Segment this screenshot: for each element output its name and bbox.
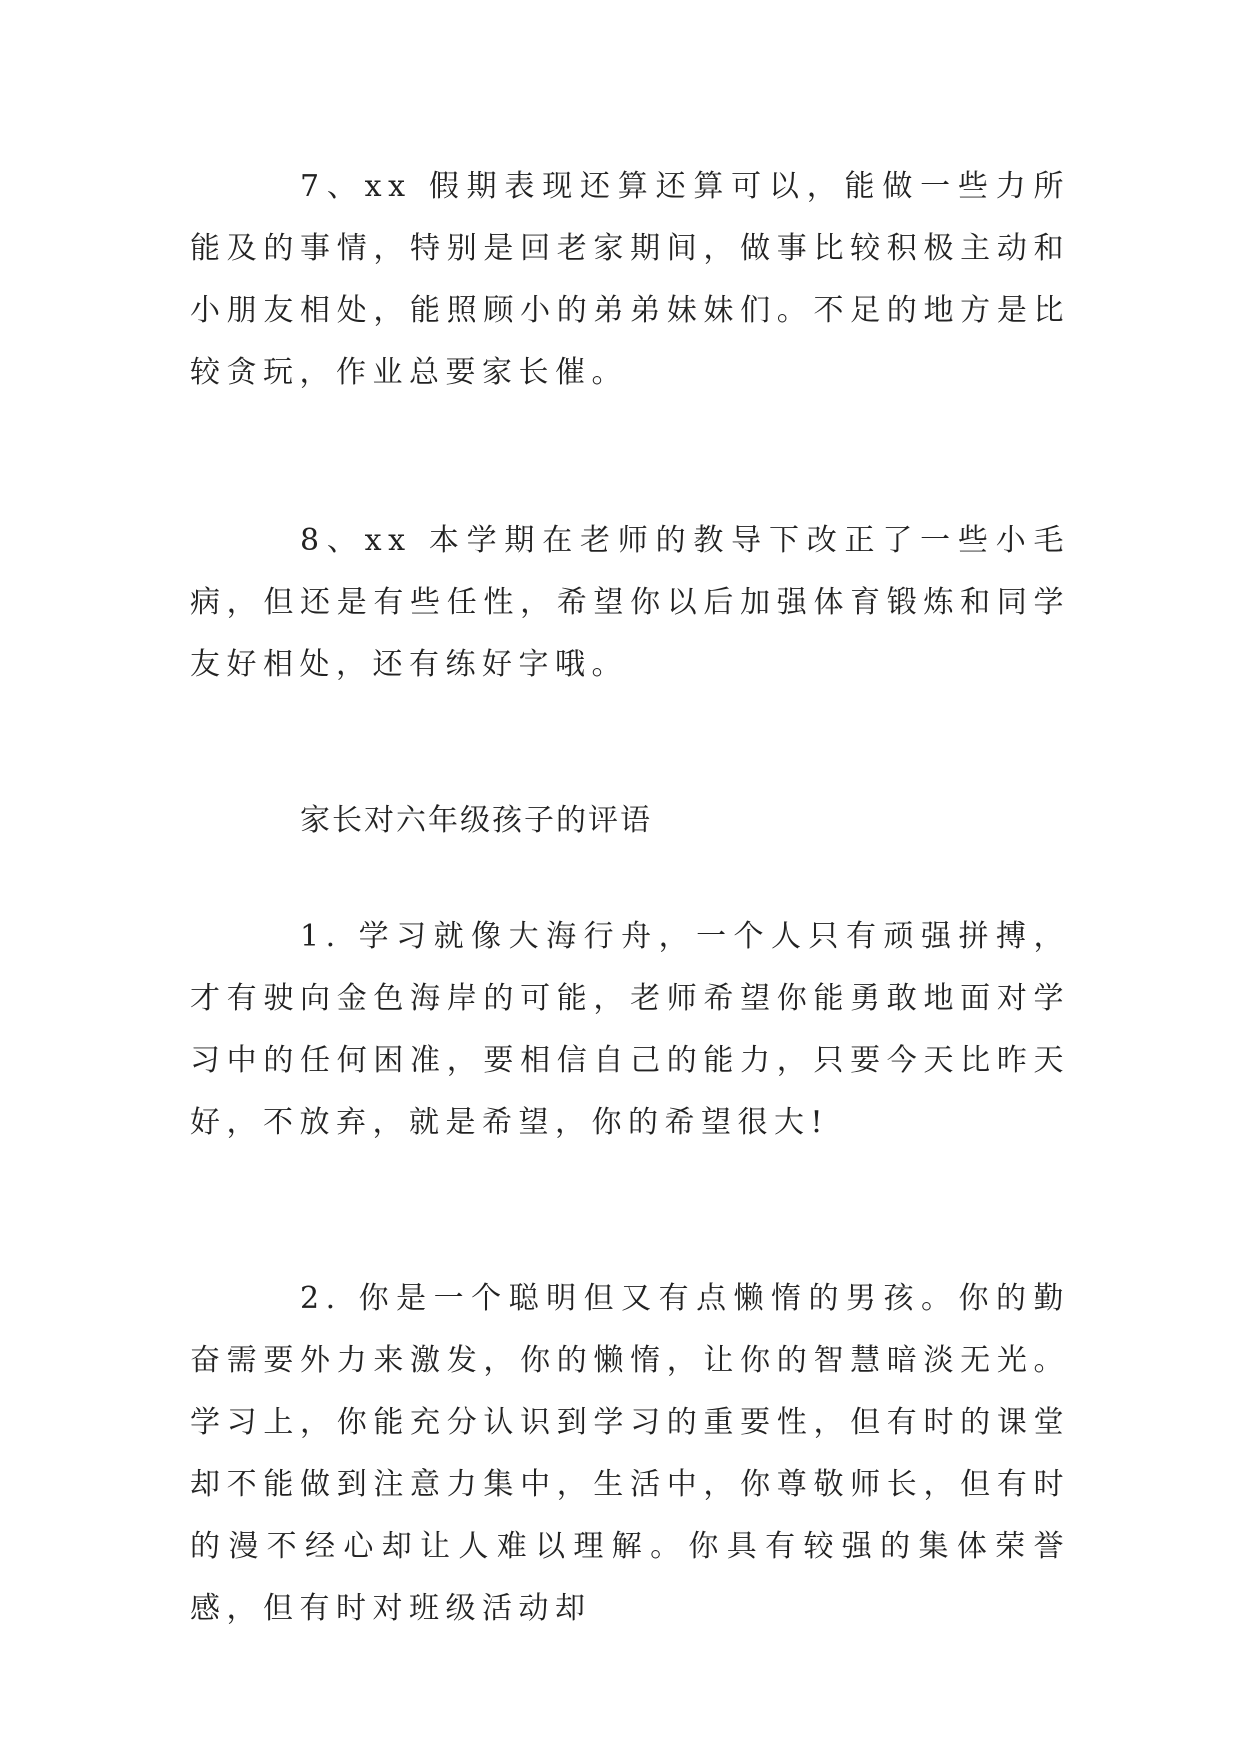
comment-paragraph-1: 1. 学习就像大海行舟，一个人只有顽强拼搏，才有驶向金色海岸的可能，老师希望你能勇敢地面对学习中的任何困准，要相信自己的能力，只要今天比昨天好，不放弃，就是希望，你的希望很大! <box>190 919 1070 1140</box>
section-heading: 家长对六年级孩子的评语 <box>300 803 652 838</box>
paragraph-8: 8、xx 本学期在老师的教导下改正了一些小毛病，但还是有些任性，希望你以后加强体育锻炼和同学友好相处，还有练好字哦。 <box>190 523 1070 682</box>
paragraph-7: 7、xx 假期表现还算还算可以，能做一些力所能及的事情，特别是回老家期间，做事比较积极主动和小朋友相处，能照顾小的弟弟妹妹们。不足的地方是比较贪玩，作业总要家长催。 <box>190 169 1070 390</box>
comment-paragraph-2: 2. 你是一个聪明但又有点懒惰的男孩。你的勤奋需要外力来激发，你的懒惰，让你的智慧暗淡无光。学习上，你能充分认识到学习的重要性，但有时的课堂却不能做到注意力集中，生活中，你尊敬师长，但有时的漫不经心却让人难以理解。你具有较强的集体荣誉感，但有时对班级活动却 <box>190 1281 1070 1626</box>
